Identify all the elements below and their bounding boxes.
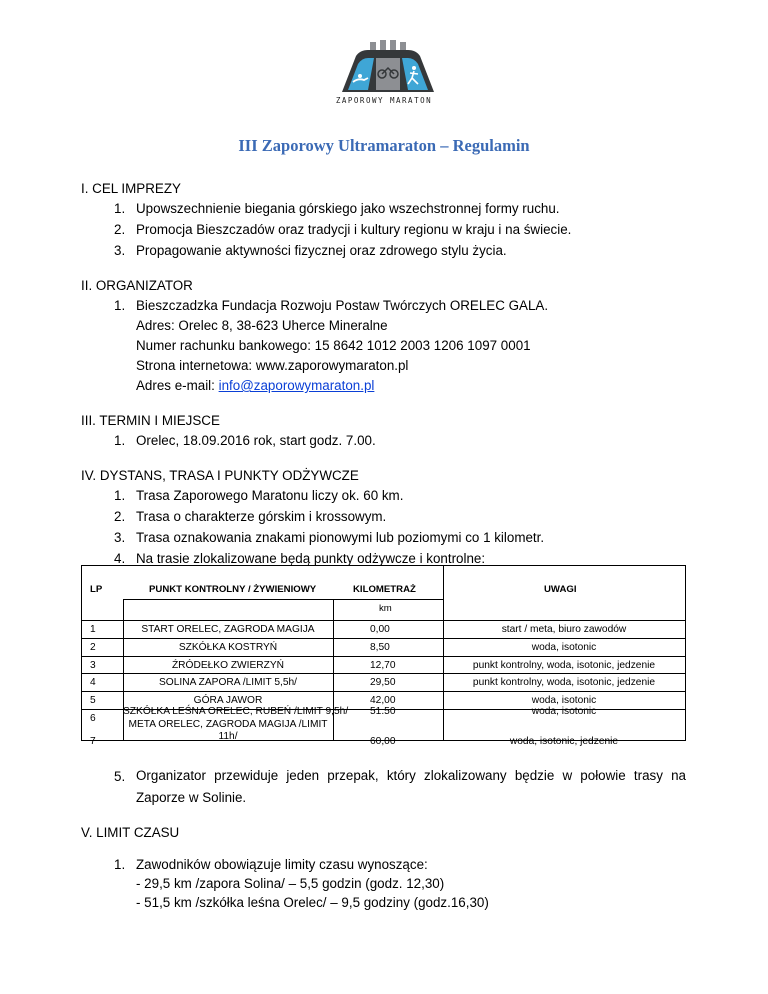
table-border — [81, 656, 686, 657]
section-heading-organizator: II. ORGANIZATOR — [81, 278, 193, 293]
list-item: Na trasie zlokalizowane będą punkty odżywcze i kontrolne: — [136, 551, 486, 566]
header-unit: km — [379, 603, 392, 614]
cell-lp: 5 — [90, 695, 96, 706]
list-item: Organizator przewiduje jeden przepak, który zlokalizowany będzie w połowie trasy na Zaporze w Solinie. — [136, 768, 686, 805]
list-number: 3. — [114, 243, 126, 258]
email-link[interactable]: info@zaporowymaraton.pl — [218, 378, 375, 393]
list-item: Zawodników obowiązuje limity czasu wynoszące: — [136, 857, 428, 872]
cell-punkt: SOLINA ZAPORA /LIMIT 5,5h/ — [159, 677, 297, 688]
list-number: 2. — [114, 222, 126, 237]
header-punkt: PUNKT KONTROLNY / ŻYWIENIOWY — [149, 584, 317, 595]
list-number: 5. — [114, 769, 126, 784]
table-border — [685, 565, 686, 741]
organizer-account: Numer rachunku bankowego: 15 8642 1012 2003 1206 1097 0001 — [136, 338, 531, 353]
cell-lp: 7 — [90, 736, 96, 747]
cell-lp: 1 — [90, 624, 96, 635]
list-item: Promocja Bieszczadów oraz tradycji i kultury regionu w kraju i na świecie. — [136, 222, 572, 237]
list-number: 1. — [114, 298, 126, 313]
list-item: Propagowanie aktywności fizycznej oraz zdrowego stylu życia. — [136, 243, 507, 258]
list-number: 1. — [114, 201, 126, 216]
header-uwagi: UWAGI — [544, 584, 577, 595]
cell-lp: 6 — [90, 713, 96, 724]
cell-km: 51.50 — [370, 706, 396, 717]
cell-km: 12,70 — [370, 660, 396, 671]
cell-km: 60,00 — [370, 736, 396, 747]
section-heading-termin: III. TERMIN I MIEJSCE — [81, 413, 220, 428]
cell-punkt: SZKÓŁKA LEŚNA ORELEC, RUBEŃ /LIMIT 9,5h/ — [123, 706, 349, 717]
cell-km: 8,50 — [370, 642, 390, 653]
cell-uwagi: woda, isotonic — [531, 706, 597, 717]
list-item: Trasa o charakterze górskim i krossowym. — [136, 509, 387, 524]
cell-punkt: START ORELEC, ZAGRODA MAGIJA — [141, 624, 315, 635]
time-limit-line: - 29,5 km /zapora Solina/ – 5,5 godzin (godz. 12,30) — [136, 876, 445, 891]
list-number: 2. — [114, 509, 126, 524]
cell-punkt: GÓRA JAWOR — [193, 695, 263, 706]
table-border — [81, 673, 686, 674]
email-label: Adres e-mail: — [136, 378, 219, 393]
list-number: 3. — [114, 530, 126, 545]
table-border — [123, 599, 443, 600]
cell-km: 29,50 — [370, 677, 396, 688]
header-lp: LP — [90, 584, 103, 595]
document-title: III Zaporowy Ultramaraton – Regulamin — [238, 136, 530, 155]
cell-punkt: META ORELEC, ZAGRODA MAGIJA /LIMIT — [128, 719, 328, 730]
list-item: Trasa oznakowania znakami pionowymi lub poziomymi co 1 kilometr. — [136, 530, 545, 545]
cell-uwagi: woda, isotonic — [531, 642, 597, 653]
checkpoints-table — [81, 565, 686, 747]
list-item: Trasa Zaporowego Maratonu liczy ok. 60 km. — [136, 488, 404, 503]
table-border — [81, 620, 686, 621]
table-border — [81, 565, 82, 741]
cell-km: 0,00 — [370, 624, 390, 635]
organizer-address: Adres: Orelec 8, 38-623 Uherce Mineralne — [136, 318, 388, 333]
cell-uwagi: punkt kontrolny, woda, isotonic, jedzenie — [472, 677, 656, 688]
cell-lp: 4 — [90, 677, 96, 688]
organizer-email — [136, 378, 374, 394]
time-limit-line: - 51,5 km /szkółka leśna Orelec/ – 9,5 godziny (godz.16,30) — [136, 895, 489, 910]
section-heading-limit: V. LIMIT CZASU — [81, 825, 180, 840]
section-heading-dystans: IV. DYSTANS, TRASA I PUNKTY ODŻYWCZE — [81, 468, 359, 483]
list-number: 1. — [114, 857, 126, 872]
list-number: 1. — [114, 488, 126, 503]
cell-punkt: 11h/ — [218, 731, 238, 742]
table-border — [81, 565, 686, 566]
list-number: 1. — [114, 433, 126, 448]
cell-lp: 2 — [90, 642, 96, 653]
cell-punkt: SZKÓŁKA KOSTRYŃ — [178, 642, 278, 653]
cell-lp: 3 — [90, 660, 96, 671]
list-number: 4. — [114, 551, 126, 566]
table-border — [81, 691, 686, 692]
event-date: Orelec, 18.09.2016 rok, start godz. 7.00. — [136, 433, 376, 448]
cell-uwagi: woda, isotonic — [531, 695, 597, 706]
cell-km: 42,00 — [370, 695, 396, 706]
cell-uwagi: woda, isotonic, jedzenie — [509, 736, 619, 747]
table-border — [81, 638, 686, 639]
logo-text: ZAPOROWY MARATON — [335, 96, 433, 105]
cell-punkt: ŹRÓDEŁKO ZWIERZYŃ — [171, 660, 285, 671]
list-item: Upowszechnienie biegania górskiego jako wszechstronnej formy ruchu. — [136, 201, 560, 216]
organizer-name: Bieszczadzka Fundacja Rozwoju Postaw Twórczych ORELEC GALA. — [136, 298, 549, 313]
cell-uwagi: punkt kontrolny, woda, isotonic, jedzenie — [472, 660, 656, 671]
section-heading-cel: I. CEL IMPREZY — [81, 181, 181, 196]
cell-uwagi: start / meta, biuro zawodów — [501, 624, 627, 635]
organizer-website: Strona internetowa: www.zaporowymaraton.pl — [136, 358, 409, 373]
header-km: KILOMETRAŻ — [353, 584, 416, 595]
